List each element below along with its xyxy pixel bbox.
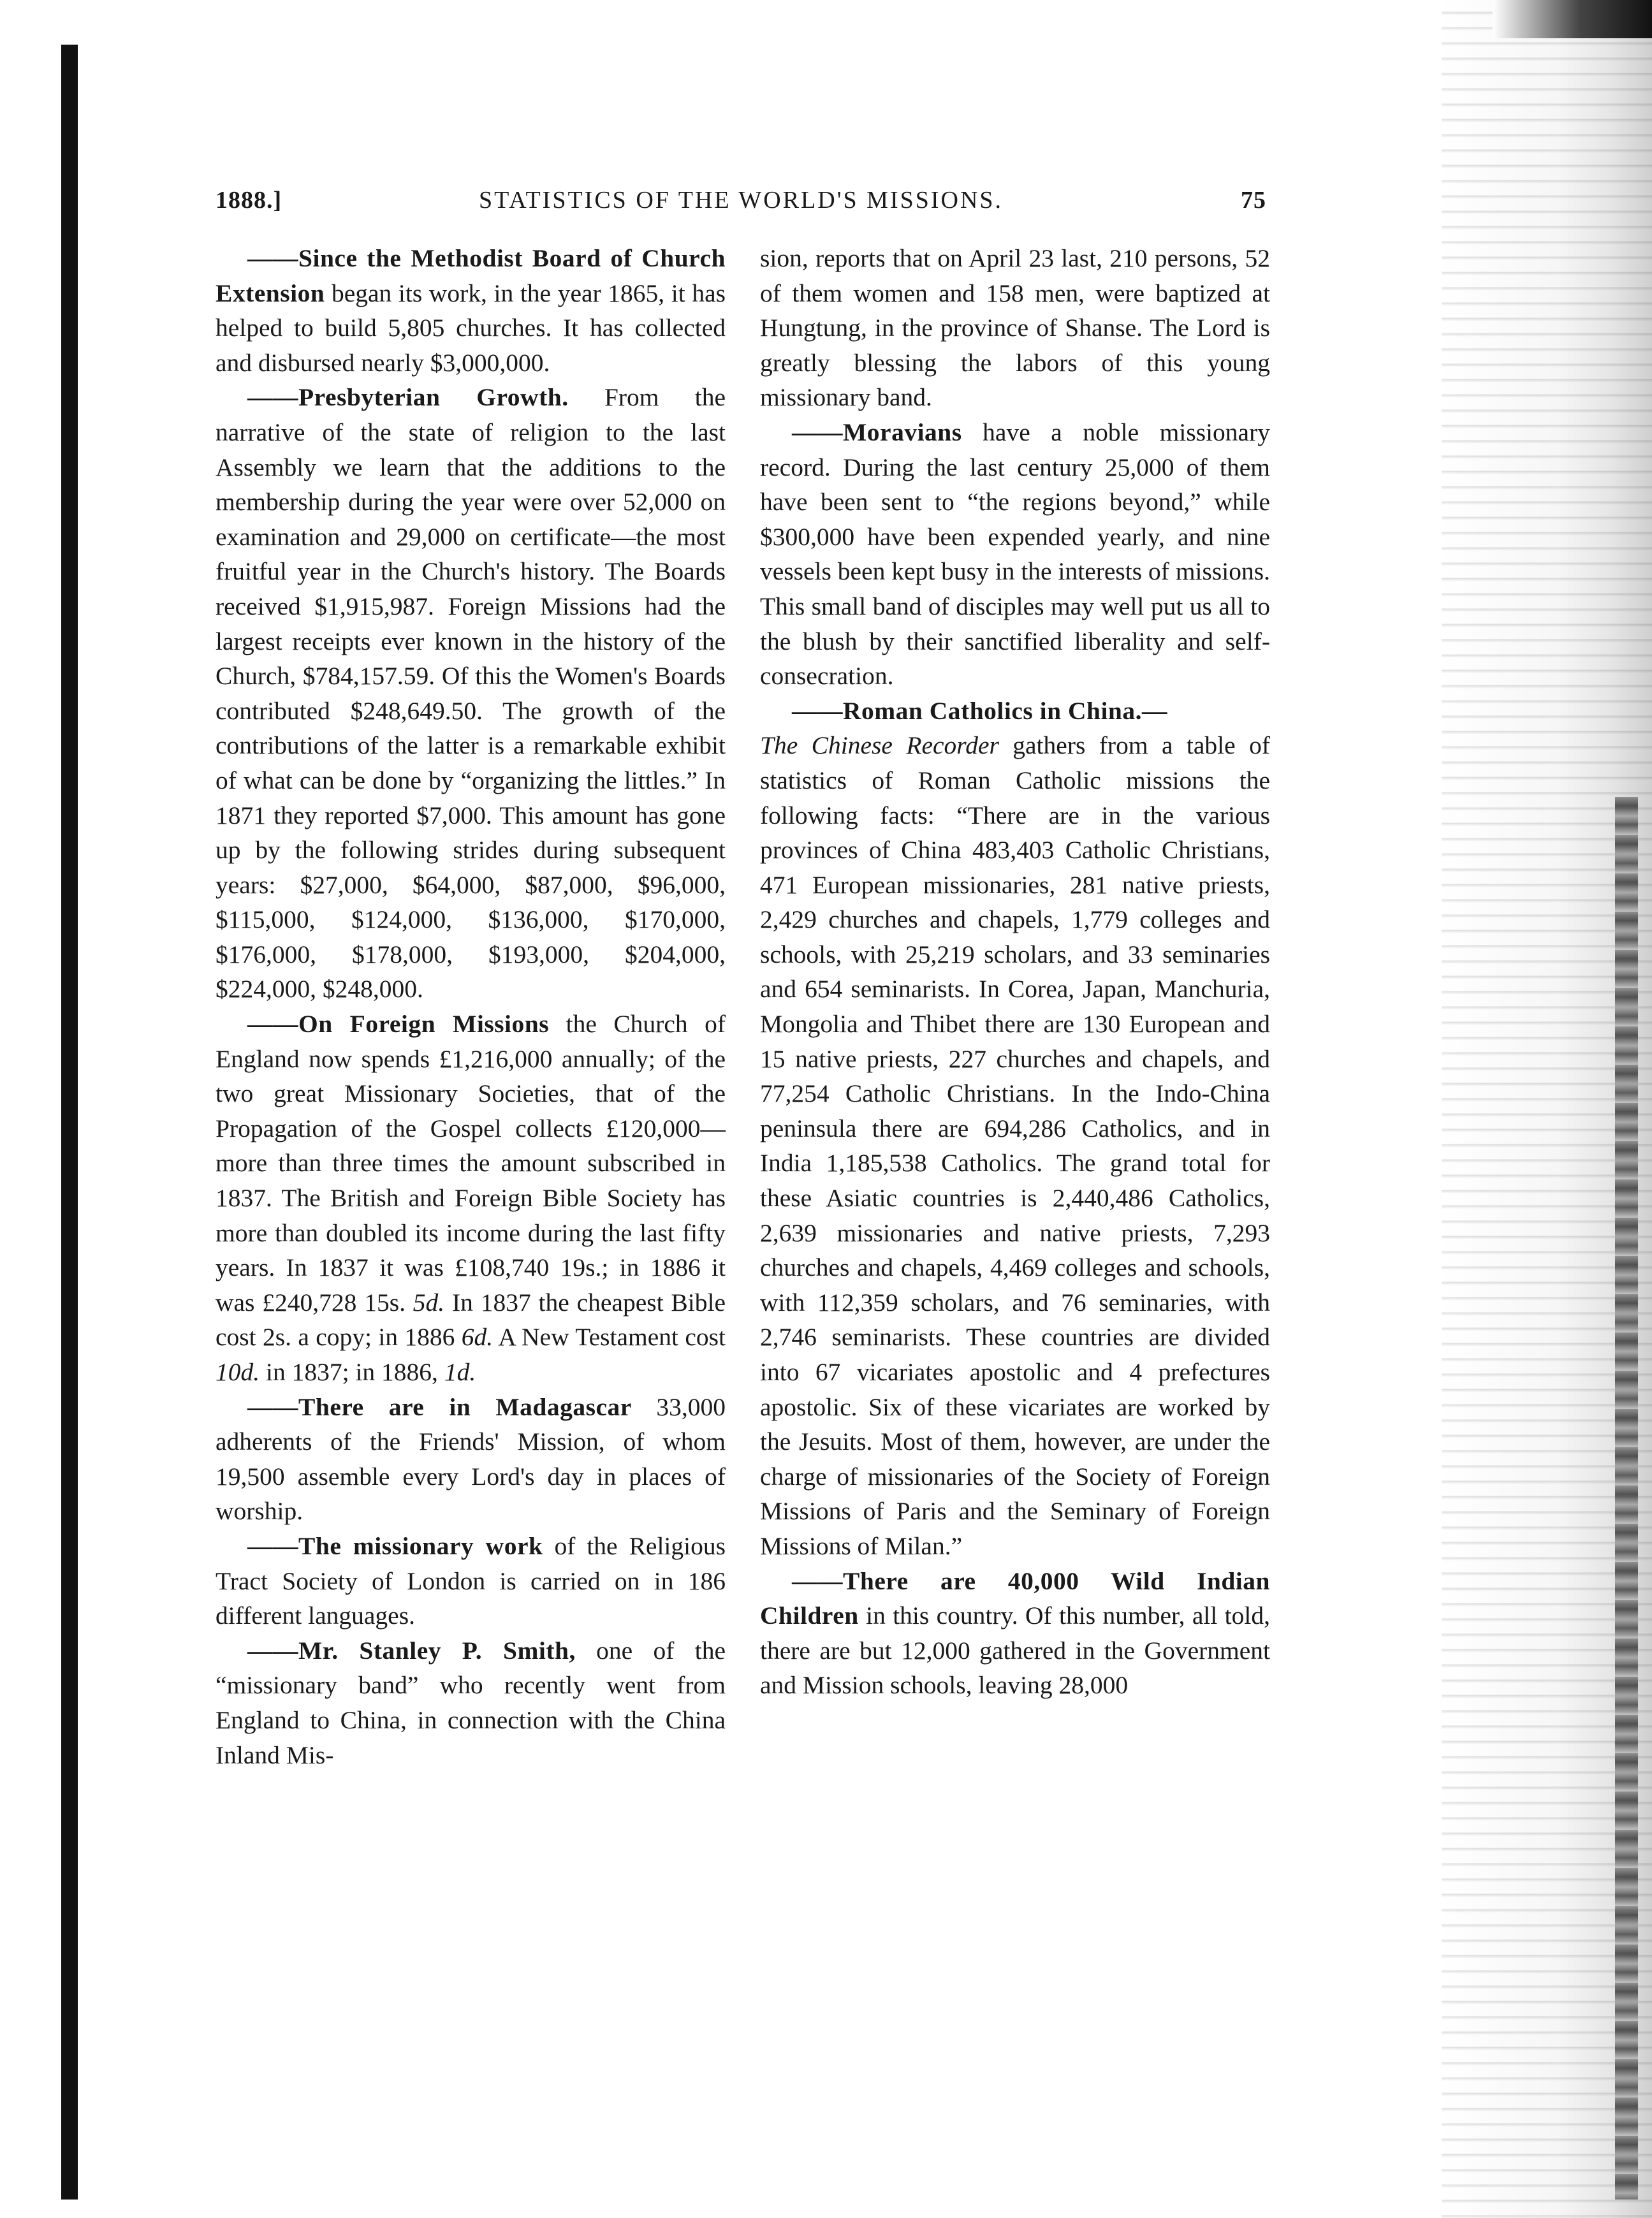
header-title: STATISTICS OF THE WORLD'S MISSIONS. <box>478 187 1004 214</box>
paragraph-text: one of the “missionary band” who recently went from England to China, in connection with the China Inland Mis- <box>216 1636 726 1769</box>
paragraph-text: in this country. Of this number, all told, there are but 12,000 gathered in the Government and Mission schools, leaving 28,000 <box>760 1601 1270 1700</box>
italic-text: The Chinese Recorder <box>760 731 999 760</box>
italic-text: 6d. <box>461 1323 493 1352</box>
paragraph-madagascar <box>216 1390 726 1529</box>
paragraph-wild-indian-children <box>760 1564 1270 1703</box>
paragraph-roman-catholics <box>760 694 1270 1564</box>
paragraph-heading: ——Mr. Stanley P. Smith, <box>247 1636 576 1665</box>
paragraph-heading: ——On Foreign Missions <box>247 1010 550 1039</box>
paragraph-heading: ——Roman Catholics in China.— <box>792 696 1168 725</box>
paragraph-text: A New Testament cost <box>493 1323 726 1352</box>
paragraph-text: sion, reports that on April 23 last, 210 persons, 52 of them women and 158 men, were baptized at Hungtung, in the province of Shanse. The Lord is greatly blessing the labors of this young missionary band. <box>760 244 1270 412</box>
paragraph-heading: ——There are in Madagascar <box>247 1392 632 1421</box>
paragraph-heading: ——Since the Methodist Board of Church Extension <box>216 244 726 307</box>
paragraph-heading: ——There are 40,000 Wild Indian Children <box>760 1566 1270 1630</box>
book-spine-shadow <box>61 45 78 2200</box>
paragraph-text: From the narrative of the state of religion to the last Assembly we learn that the additions to the membership during the year were over 52,000 on examination and 29,000 on certificate—the most fruitful year in the Church's history. The Boards received $1,915,987. Foreign Missions had the largest receipts ever known in the history of the Church, $784,157.59. Of this the Women's Boards contributed $248,649.50. The growth of the contributions of the latter is a remarkable exhibit of what can be done by “organizing the littles.” In 1871 they reported $7,000. This amount has gone up by the following strides during subsequent years: $27,000, $64,000, $87,000, $96,000, $115,000, $124,000, $136,000, $170,000, $176,000, $178,000, $193,000, $204,000, $224,000, $248,000. <box>216 383 726 1003</box>
page-corner-shadow <box>1493 0 1652 38</box>
paragraph-continuation <box>760 241 1270 415</box>
paragraph-stanley-smith <box>216 1633 726 1772</box>
italic-text: 1d. <box>444 1358 476 1386</box>
paragraph-text: 33,000 adherents of the Friends' Mission, of whom 19,500 assemble every Lord's day in places of worship. <box>216 1392 726 1526</box>
left-column <box>216 241 726 2154</box>
paragraph-foreign-missions <box>216 1007 726 1390</box>
paragraph-tract-society <box>216 1529 726 1633</box>
paragraph-text: gathers from a table of statistics of Roman Catholic missions the following facts: “There are in the various provinces of China 483,403 Catholic Christians, 471 European missionaries, 281 native priests, 2,429 churches and chapels, 1,779 colleges and schools, with 25,219 scholars, and 33 seminaries and 654 seminarists. In Corea, Japan, Manchuria, Mongolia and Thibet there are 130 European and 15 native priests, 227 churches and chapels, and 77,254 Catholic Christians. In the Indo-China peninsula there are 694,286 Catholics, and in India 1,185,538 Catholics. The grand total for these Asiatic countries is 2,440,486 Catholics, 2,639 missionaries and native priests, 7,293 churches and chapels, 4,469 colleges and schools, with 112,359 scholars, and 76 seminaries, with 2,746 seminarists. These countries are divided into 67 vicariates apostolic and 4 prefectures apostolic. Six of these vicariates are worked by the Jesuits. Most of them, however, are under the charge of missionaries of the Society of Foreign Missions of Paris and the Seminary of Foreign Missions of Milan.” <box>760 731 1271 1560</box>
paragraph-text: in 1837; in 1886, <box>259 1358 444 1386</box>
paragraph-heading: ——Moravians <box>792 418 962 446</box>
header-year: 1888.] <box>216 187 282 214</box>
paragraph-text: have a noble missionary record. During the last century 25,000 of them have been sent to “the regions beyond,” while $300,000 have been expended yearly, and nine vessels been kept busy in the interests of missions. This small band of disciples may well put us all to the blush by their sanctified liberality and self-consecration. <box>760 418 1270 690</box>
paragraph-moravians <box>760 415 1270 694</box>
paragraph-text: In 1837 the cheapest Bible cost 2s. a copy; in 1886 <box>216 1288 726 1352</box>
page-number: 75 <box>1241 187 1266 214</box>
paragraph-text: of the Religious Tract Society of London is carried on in 186 different languages. <box>216 1531 726 1630</box>
page-edge-strip <box>1615 797 1638 2200</box>
italic-text: 10d. <box>216 1358 260 1386</box>
paragraph-text: began its work, in the year 1865, it has helped to build 5,805 churches. It has collected and disbursed nearly $3,000,000. <box>216 279 726 377</box>
paragraph-methodist-board <box>216 241 726 380</box>
running-header <box>216 186 1266 222</box>
paragraph-presbyterian-growth <box>216 380 726 1007</box>
paragraph-heading: ——Presbyterian Growth. <box>247 383 569 412</box>
right-column <box>760 241 1270 2154</box>
paragraph-text: the Church of England now spends £1,216,000 annually; of the two great Missionary Societies, that of the Propagation of the Gospel collects £120,000—more than three times the amount subscribed in 1837. The British and Foreign Bible Society has more than doubled its income during the last fifty years. In 1837 it was £108,740 19s.; in 1886 it was £240,728 15s. <box>216 1010 726 1317</box>
italic-text: 5d. <box>413 1288 445 1317</box>
paragraph-heading: ——The missionary work <box>247 1531 543 1560</box>
